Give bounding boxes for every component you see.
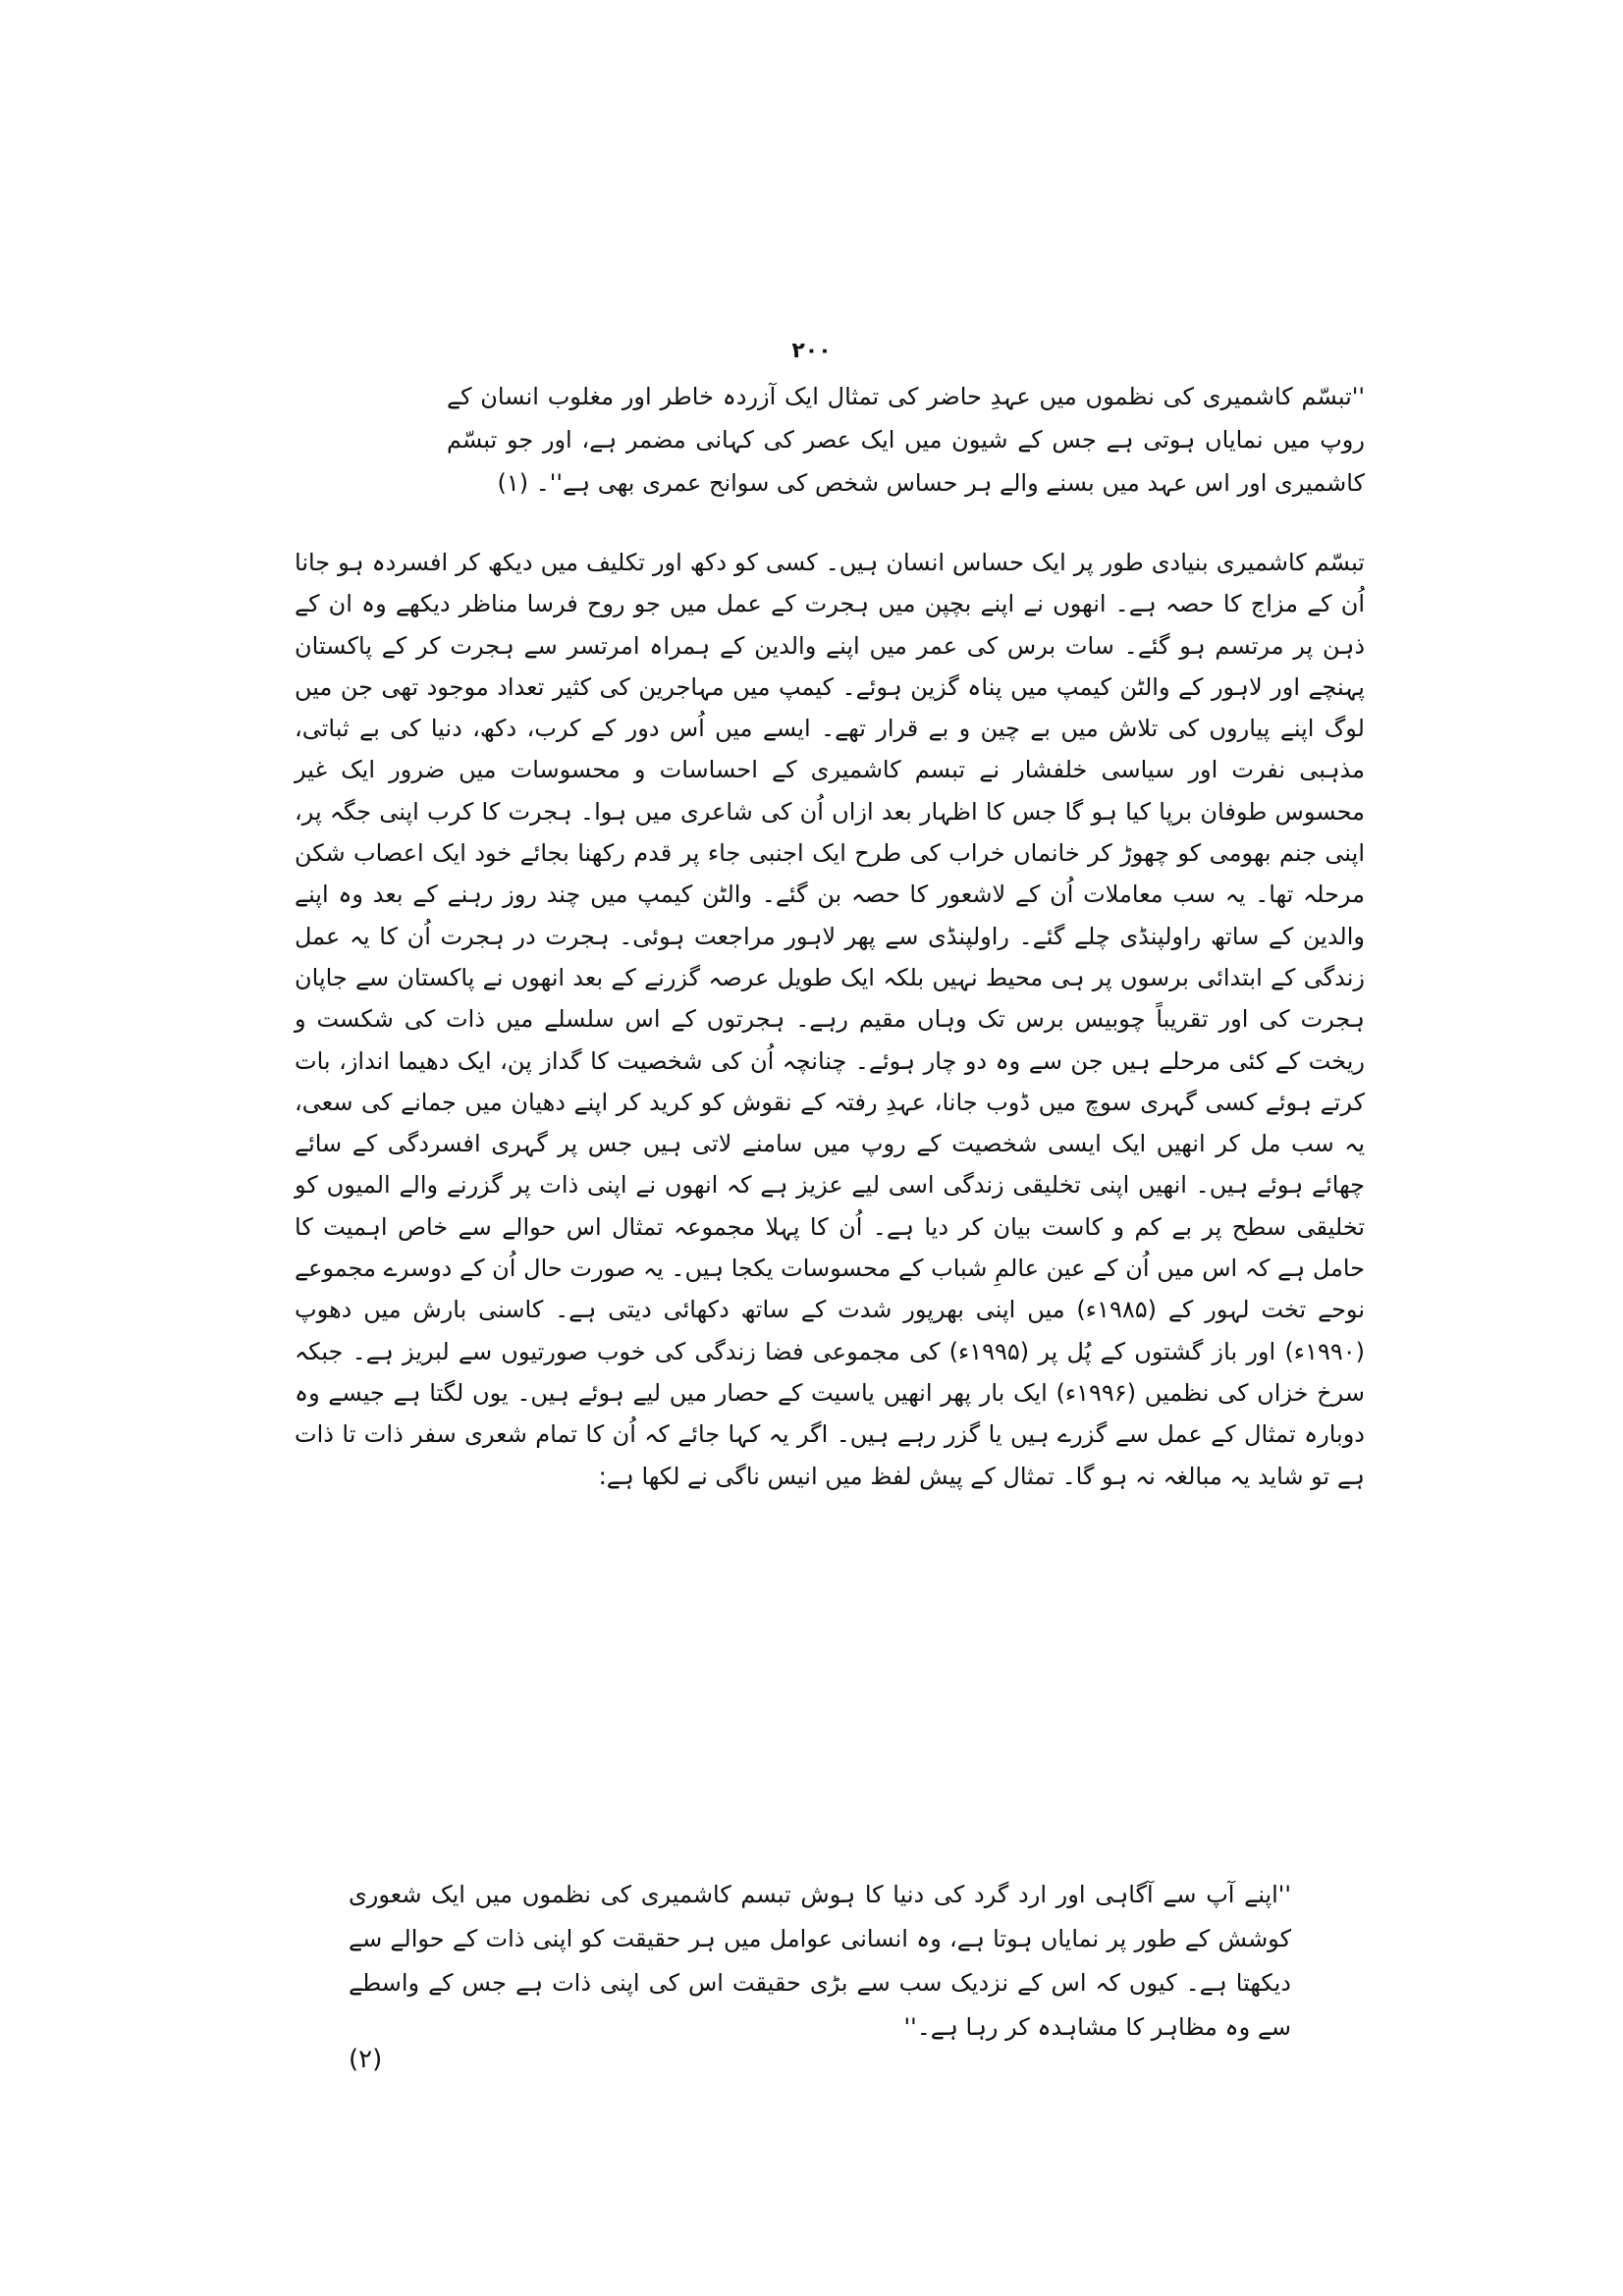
block-quote-top: ''تبسّم کاشمیری کی نظموں میں عہدِ حاضر کی تمثال ایک آزردہ خاطر اور مغلوب انسان کے روپ میں نمایاں ہوتی ہے جس کے شیون میں ایک عصر کی کہانی مضمر ہے، اور جو تبسّم کاشمیری اور اس عہد میں بسنے والے ہر حساس شخص کی سوانح عمری بھی ہے''۔ (۱): [447, 383, 1365, 497]
footnote-reference: (۲): [349, 2045, 383, 2074]
body-paragraph: تبسّم کاشمیری بنیادی طور پر ایک حساس انسان ہیں۔ کسی کو دکھ اور تکلیف میں دیکھ کر افسردہ ہو جانا اُن کے مزاج کا حصہ ہے۔ انھوں نے اپنے بچپن میں ہجرت کے عمل میں جو روح فرسا مناظر دیکھے وہ ان کے ذہن پر مرتسم ہو گئے۔ سات برس کی عمر میں اپنے والدین کے ہمراہ امرتسر سے ہجرت کر کے پاکستان پہنچے اور لاہور کے والٹن کیمپ میں پناہ گزین ہوئے۔ کیمپ میں مہاجرین کی کثیر تعداد موجود تھی جن میں لوگ اپنے پیاروں کی تلاش میں بے چین و بے قرار تھے۔ ایسے میں اُس دور کے کرب، دکھ، دنیا کی بے ثباتی، مذہبی نفرت اور سیاسی خلفشار نے تبسم کاشمیری کے احساسات و محسوسات میں ضرور ایک غیر محسوس طوفان برپا کیا ہو گا جس کا اظہار بعد ازاں اُن کی شاعری میں ہوا۔ ہجرت کا کرب اپنی جگہ پر، اپنی جنم بھومی کو چھوڑ کر خانماں خراب کی طرح ایک اجنبی جاء پر قدم رکھنا بجائے خود ایک اعصاب شکن مرحلہ تھا۔ یہ سب معاملات اُن کے لاشعور کا حصہ بن گئے۔ والٹن کیمپ میں چند روز رہنے کے بعد وہ اپنے والدین کے ساتھ راولپنڈی چلے گئے۔ راولپنڈی سے پھر لاہور مراجعت ہوئی۔ ہجرت در ہجرت اُن کا یہ عمل زندگی کے ابتدائی برسوں پر ہی محیط نہیں بلکہ ایک طویل عرصہ گزرنے کے بعد انھوں نے پاکستان سے جاپان ہجرت کی اور تقریباً چوبیس برس تک وہاں مقیم رہے۔ ہجرتوں کے اس سلسلے میں ذات کی شکست و ریخت کے کئی مرحلے ہیں جن سے وہ دو چار ہوئے۔ چنانچہ اُن کی شخصیت کا گداز پن، ایک دھیما انداز، بات کرتے ہوئے کسی گہری سوچ میں ڈوب جانا، عہدِ رفتہ کے نقوش کو کرید کر اپنے دھیان میں جمانے کی سعی، یہ سب مل کر انھیں ایک ایسی شخصیت کے روپ میں سامنے لاتی ہیں جس پر گہری افسردگی کے سائے چھائے ہوئے ہیں۔ انھیں اپنی تخلیقی زندگی اسی لیے عزیز ہے کہ انھوں نے اپنی ذات پر گزرنے والے المیوں کو تخلیقی سطح پر بے کم و کاست بیان کر دیا ہے۔ اُن کا پہلا مجموعہ تمثال اس حوالے سے خاص اہمیت کا حامل ہے کہ اس میں اُن کے عین عالمِ شباب کے محسوسات یکجا ہیں۔ یہ صورت حال اُن کے دوسرے مجموعے نوحے تخت لہور کے (۱۹۸۵ء) میں اپنی بھرپور شدت کے ساتھ دکھائی دیتی ہے۔ کاسنی بارش میں دھوپ (۱۹۹۰ء) اور باز گشتوں کے پُل پر (۱۹۹۵ء) کی مجموعی فضا زندگی کی خوب صورتیوں سے لبریز ہے۔ جبکہ سرخ خزاں کی نظمیں (۱۹۹۶ء) ایک بار پھر انھیں یاسیت کے حصار میں لیے ہوئے ہیں۔ یوں لگتا ہے جیسے وہ دوبارہ تمثال کے عمل سے گزرے ہیں یا گزر رہے ہیں۔ اگر یہ کہا جائے کہ اُن کا تمام شعری سفر ذات تا ذات ہے تو شاید یہ مبالغہ نہ ہو گا۔ تمثال کے پیش لفظ میں انیس ناگی نے لکھا ہے:: [295, 549, 1366, 1490]
block-quote-bottom: ''اپنے آپ سے آگاہی اور ارد گرد کی دنیا کا ہوش تبسم کاشمیری کی نظموں میں ایک شعوری کوشش کے طور پر نمایاں ہوتا ہے، وہ انسانی عوامل میں ہر حقیقت کو اپنی ذات کے حوالے سے دیکھتا ہے۔ کیوں کہ اس کے نزدیک سب سے بڑی حقیقت اس کی اپنی ذات ہے جس کے واسطے سے وہ مظاہر کا مشاہدہ کر رہا ہے۔'': [349, 1881, 1291, 2041]
page-number: ۲۰۰: [791, 339, 832, 363]
